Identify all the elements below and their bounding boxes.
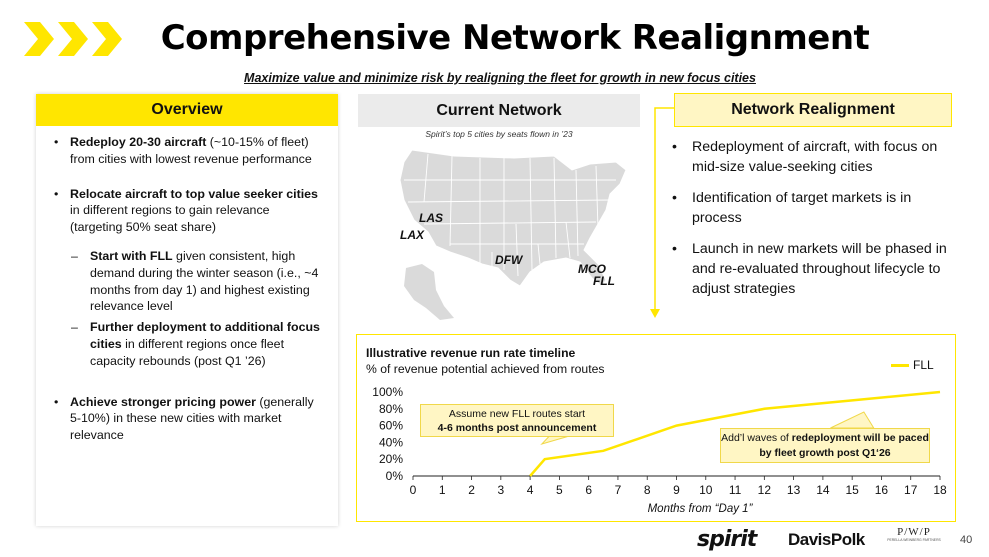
map-caption: Spirit’s top 5 cities by seats flown in ’23 <box>425 129 573 139</box>
overview-subitem-text: in different regions once fleet capacity rebounds (post Q1 ’26) <box>90 336 285 368</box>
spirit-logo: spirit <box>697 527 757 552</box>
davis-polk-logo: DavisPolk <box>788 530 865 549</box>
network-realignment-header: Network Realignment <box>674 93 952 127</box>
y-tick-label: 0% <box>385 469 403 483</box>
x-tick-label: 1 <box>438 483 446 497</box>
overview-header: Overview <box>36 94 338 126</box>
x-tick-label: 12 <box>757 483 772 497</box>
slide-title: Comprehensive Network Realignment <box>160 18 870 58</box>
callout-line-bold: 4-6 months post announcement <box>437 422 597 434</box>
x-axis-title: Months from “Day 1” <box>647 503 753 515</box>
callout-text: Add’l waves of <box>721 432 792 444</box>
city-label-dfw: DFW <box>495 253 523 267</box>
overview-item-text: (~10-15% of fleet) from cities with lowest revenue performance <box>70 135 312 166</box>
callout-redeployment-waves <box>720 428 930 463</box>
pwp-logo-sub: PERELLA WEINBERG PARTNERS <box>887 538 941 542</box>
overview-item-bold: Achieve stronger pricing power <box>70 394 256 409</box>
callout-line: Assume new FLL routes start <box>448 408 586 420</box>
pwp-logo <box>886 526 942 552</box>
overview-item <box>50 134 324 168</box>
y-tick-label: 40% <box>378 435 403 450</box>
city-label-fll: FLL <box>593 274 615 288</box>
y-tick-label: 100% <box>372 385 403 399</box>
x-tick-label: 15 <box>845 483 859 497</box>
callout-pointer <box>830 412 873 428</box>
legend-swatch <box>891 364 909 367</box>
x-tick-label: 6 <box>585 483 593 497</box>
y-tick-label: 60% <box>378 418 403 433</box>
x-tick-label: 9 <box>673 483 680 497</box>
x-tick-label: 13 <box>786 483 801 497</box>
dash-marker: – <box>71 320 78 335</box>
overview-subitem-bold: Further deployment to additional focus cities <box>90 320 320 351</box>
x-tick-label: 3 <box>497 483 505 497</box>
y-tick-label: 20% <box>378 452 403 467</box>
overview-item-text: (generally 5-10%) in these new cities with market relevance <box>70 394 314 443</box>
overview-panel <box>36 94 338 526</box>
city-label-las: LAS <box>419 211 443 225</box>
y-tick-label: 80% <box>378 401 403 416</box>
pwp-logo-mark: P/W/P <box>897 526 931 538</box>
x-tick-label: 10 <box>699 483 713 497</box>
x-tick-label: 0 <box>409 483 417 497</box>
network-realignment-list <box>670 137 960 310</box>
page-number: 40 <box>960 534 973 546</box>
x-tick-label: 2 <box>468 483 475 497</box>
network-realignment-item: • Launch in new markets will be phased in and re-evaluated throughout lifecycle to adjust strategies <box>670 239 960 299</box>
network-realignment-item: • Identification of target markets is in process <box>670 188 960 228</box>
overview-item <box>50 394 324 444</box>
x-tick-label: 8 <box>643 483 651 497</box>
callout-pointer <box>542 436 570 444</box>
city-label-lax: LAX <box>400 228 424 242</box>
chart-subtitle: % of revenue potential achieved from routes <box>366 362 605 376</box>
chart-legend <box>891 358 934 372</box>
overview-subitem-bold: Start with FLL <box>90 248 173 263</box>
x-tick-label: 16 <box>874 483 889 497</box>
x-tick-label: 4 <box>526 483 534 497</box>
x-tick-label: 5 <box>556 483 563 497</box>
overview-item <box>50 186 324 236</box>
chart-title: Illustrative revenue run rate timeline <box>366 346 576 360</box>
callout-text-bold: redeployment will be paced by fleet growth post Q1‘26 <box>759 432 929 459</box>
overview-subitem-text: given consistent, high demand during the winter season (i.e., ~4 months from day 1) and highest existing relevance level <box>90 248 319 314</box>
overview-item-text: in different regions to gain relevance (targeting 50% seat share) <box>70 203 270 235</box>
x-tick-label: 18 <box>933 483 947 497</box>
x-tick-label: 11 <box>728 483 742 497</box>
slide-subtitle: Maximize value and minimize risk by realigning the fleet for growth in new focus cities <box>244 71 756 85</box>
dash-marker: – <box>71 248 78 263</box>
network-realignment-item: • Redeployment of aircraft, with focus on mid-size value-seeking cities <box>670 137 960 177</box>
overview-subitem <box>50 319 324 369</box>
x-tick-label: 17 <box>904 483 918 497</box>
overview-item-bold: Redeploy 20-30 aircraft <box>70 135 207 149</box>
x-tick-label: 7 <box>614 483 622 497</box>
overview-list <box>36 126 338 444</box>
overview-item-bold: Relocate aircraft to top value seeker cities <box>70 186 318 201</box>
x-tick-label: 14 <box>816 483 830 497</box>
current-network-header: Current Network <box>358 94 640 127</box>
legend-label-fll: FLL <box>913 358 934 372</box>
city-label-mco: MCO <box>578 262 606 276</box>
overview-subitem <box>50 248 324 315</box>
callout-routes-start <box>420 404 614 437</box>
